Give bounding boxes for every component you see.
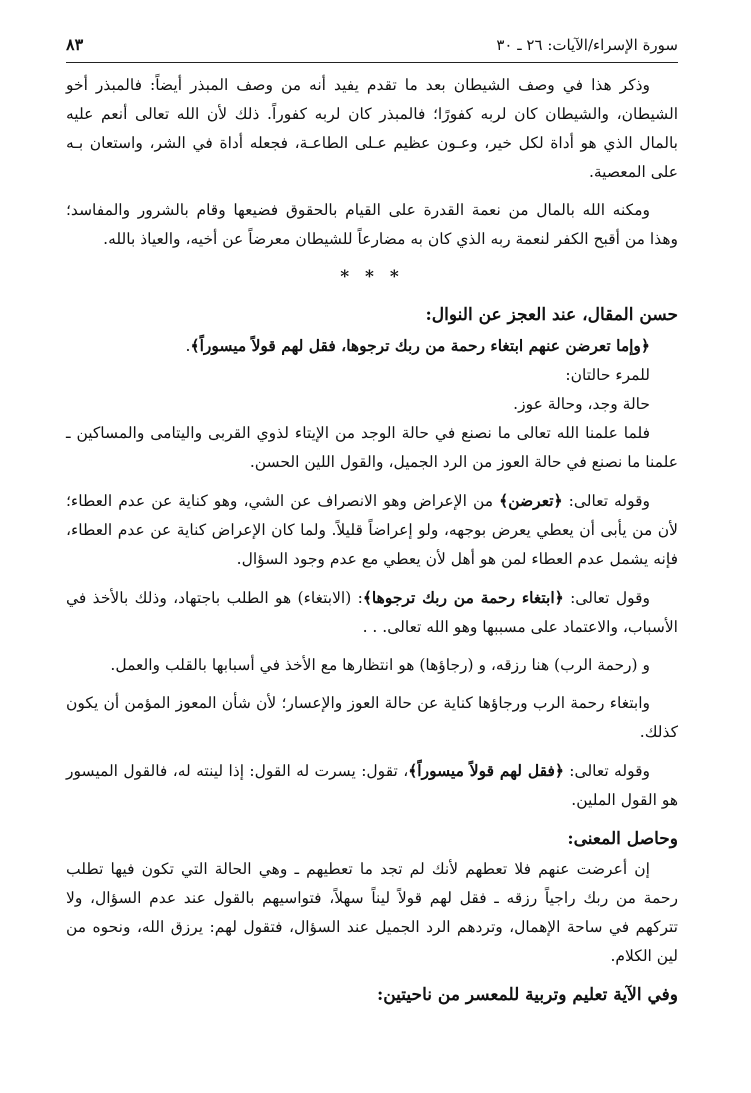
paragraph-5-pre: وقول تعالى: [563,589,650,607]
paragraph-1: وذكر هذا في وصف الشيطان بعد ما تقدم يفيد أنه من وصف المبذر أيضاً: فالمبذر أخو الشيطان، والشيطان كان لربه كفورًا؛ فالمبذر كان لربه كفوراً. ذلك لأن الله تعالى أنعم عليه بالمال الذي هو أداة لكل خير، وعـون عظيم عـلى الطاعـة، فجعله أداة في الشر، واستعان بـه على المعصية. [66,76,678,181]
paragraph-5 [66,583,678,642]
paragraph-4-post: من الإعراض وهو الانصراف عن الشي، وهو كناية عن عدم العطاء؛ لأن من يأبى أن يعطي يعرض بوجهه، ولو إعراضاً قليلاً. ولما كان الإعراض كناية عن عدم العطاء، فإنه يشمل عدم العطاء لمن هو أهل لأن يعطي مع عدم وجود السؤال. [66,492,678,568]
section-heading-3: وفي الآية تعليم وتربية للمعسر من ناحيتين: [376,985,678,1005]
book-page [66,30,678,1011]
paragraph-2: ومكنه الله بالمال من نعمة القدرة على القيام بالحقوق فضيعها وقام بالشرور والمفاسد؛ وهذا من أقبح الكفر لنعمة ربه الذي كان به مضارعاً للشيطان معرضاً عن أخيه، والعياذ بالله. [66,201,678,248]
paragraph-6: و (رحمة الرب) هنا رزقه، و (رجاؤها) هو انتظارها مع الأخذ في أسبابها بالقلب والعمل. [110,656,650,674]
states-intro: للمرء حالتان: [565,366,650,384]
quran-verse-line [66,331,678,361]
paragraph-4-pre: وقوله تعالى: [562,492,650,510]
paragraph-4 [66,486,678,574]
paragraph-8-post: ، تقول: يسرت له القول: إذا لينته له، فالقول الميسور هو القول الملين. [66,762,678,809]
paragraph-3: فلما علمنا الله تعالى ما نصنع في حالة الوجد من الإيتاء لذوي القربى واليتامى والمساكين ـ علمنا ما نصنع في حالة العوز من الرد الجميل، والقول اللين الحسن. [66,424,678,471]
paragraph-8-pre: وقوله تعالى: [563,762,650,780]
paragraph-4-quote: ﴿تعرضن﴾ [499,491,563,510]
verse-end: . [185,337,191,355]
surah-title: سورة الإسراء/الآيات: ٢٦ ـ ٣٠ [496,36,678,54]
paragraph-5-post: : (الابتغاء) هو الطلب باجتهاد، وذلك بالأخذ في الأسباب، والاعتماد على مسببها وهو الله تعالى. . . [66,589,678,636]
quran-verse: ﴿وإما تعرضن عنهم ابتغاء رحمة من ربك ترجوها، فقل لهم قولاً ميسوراً﴾ [190,336,650,355]
paragraph-7: وابتغاء رحمة الرب ورجاؤها كناية عن حالة العوز والإعسار؛ لأن شأن المعوز المؤمن أن يكون كذلك. [66,694,678,741]
paragraph-8 [66,756,678,815]
paragraph-5-quote: ﴿ابتغاء رحمة من ربك ترجوها﴾ [362,588,564,607]
section-heading-2: وحاصل المعنى: [567,829,678,849]
header-rule [66,62,678,63]
section-heading-1: حسن المقال، عند العجز عن النوال: [425,305,678,325]
paragraph-9: إن أعرضت عنهم فلا تعطهم لأنك لم تجد ما تعطيهم ـ وهي الحالة التي تكون فيها تطلب رحمة من ربك راجياً رزقه ـ فقل لهم قولاً ليناً سهلاً، فتواسيهم بالقول عند عدم السؤال، ولا تتركهم في ساحة الإهمال، وتردهم الرد الجميل عند السؤال، فتقول لهم: يرزق الله، ونحوه من لين الكلام. [66,860,678,965]
running-header [66,30,678,60]
states-list: حالة وجد، وحالة عوز. [513,395,650,413]
page-number: ٨٣ [66,35,84,54]
section-separator: * * * [340,267,404,287]
paragraph-8-quote: ﴿فقل لهم قولاً ميسوراً﴾ [408,761,564,780]
